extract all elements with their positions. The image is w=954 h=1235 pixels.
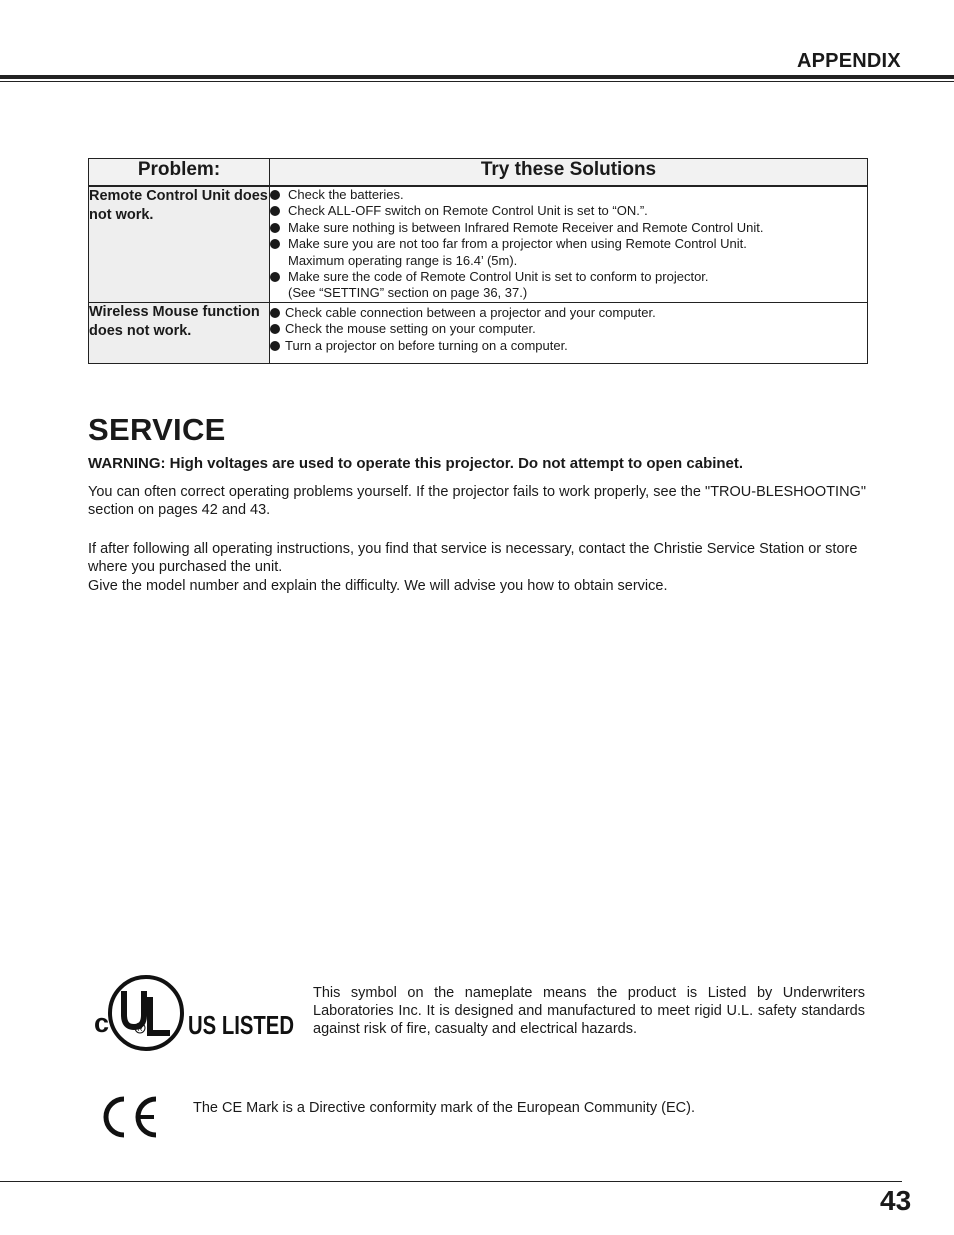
svg-text:R: R bbox=[137, 1026, 143, 1033]
bullet-icon bbox=[270, 324, 280, 334]
bullet-icon bbox=[270, 239, 280, 249]
list-item: Turn a projector on before turning on a computer. bbox=[270, 338, 867, 354]
ce-mark-icon bbox=[96, 1093, 160, 1141]
problem-cell: Remote Control Unit does not work. bbox=[89, 186, 270, 302]
list-item: Make sure the code of Remote Control Unit is set to conform to projector. (See “SETTING” section on page 36, 37.) bbox=[270, 269, 867, 302]
bullet-icon bbox=[270, 308, 280, 318]
problem-cell: Wireless Mouse function does not work. bbox=[89, 302, 270, 363]
list-item: Check cable connection between a projector and your computer. bbox=[270, 305, 867, 321]
service-paragraph: You can often correct operating problems yourself. If the projector fails to work properly, see the "TROU-BLESHOOTING" section on pages 42 and 43. bbox=[88, 484, 866, 518]
footer-rule bbox=[0, 1181, 902, 1182]
ul-description: This symbol on the nameplate means the product is Listed by Underwriters Laboratories Inc. It is designed and manufactured to meet rigid U.L. safety standards against risk of fire, casualty and electrical hazards. bbox=[313, 985, 865, 1037]
list-item: Check the mouse setting on your computer. bbox=[270, 321, 867, 337]
ul-listed-logo-icon bbox=[92, 973, 296, 1053]
column-header-problem: Problem: bbox=[89, 159, 270, 187]
bullet-icon bbox=[270, 206, 280, 216]
table-row bbox=[89, 302, 868, 363]
list-item: Check ALL-OFF switch on Remote Control Unit is set to “ON.”. bbox=[270, 203, 867, 219]
bullet-icon bbox=[270, 190, 280, 200]
section-title: APPENDIX bbox=[797, 50, 901, 72]
service-heading: SERVICE bbox=[88, 412, 226, 447]
troubleshooting-table bbox=[88, 158, 868, 364]
service-paragraph: If after following all operating instructions, you find that service is necessary, contact the Christie Service Station or store where you purchased the unit. bbox=[88, 541, 858, 575]
table-row bbox=[89, 186, 868, 302]
list-item: Make sure you are not too far from a projector when using Remote Control Unit. Maximum operating range is 16.4’ (5m). bbox=[270, 236, 867, 269]
page-number: 43 bbox=[880, 1185, 912, 1216]
svg-text:US LISTED: US LISTED bbox=[188, 1010, 294, 1040]
list-item: Check the batteries. bbox=[270, 187, 867, 203]
svg-text:c: c bbox=[94, 1008, 110, 1038]
bullet-icon bbox=[270, 272, 280, 282]
service-paragraph: Give the model number and explain the difficulty. We will advise you how to obtain service. bbox=[88, 578, 668, 594]
warning-text: WARNING: High voltages are used to operate this projector. Do not attempt to open cabinet. bbox=[88, 455, 744, 472]
ce-description: The CE Mark is a Directive conformity mark of the European Community (EC). bbox=[193, 1100, 696, 1116]
header-rule-thick bbox=[0, 75, 954, 79]
list-item: Make sure nothing is between Infrared Remote Receiver and Remote Control Unit. bbox=[270, 220, 867, 236]
column-header-solutions: Try these Solutions bbox=[270, 159, 868, 187]
solutions-cell bbox=[270, 186, 868, 302]
bullet-icon bbox=[270, 223, 280, 233]
bullet-icon bbox=[270, 341, 280, 351]
solutions-cell bbox=[270, 302, 868, 363]
header-rule-thin bbox=[0, 81, 954, 82]
